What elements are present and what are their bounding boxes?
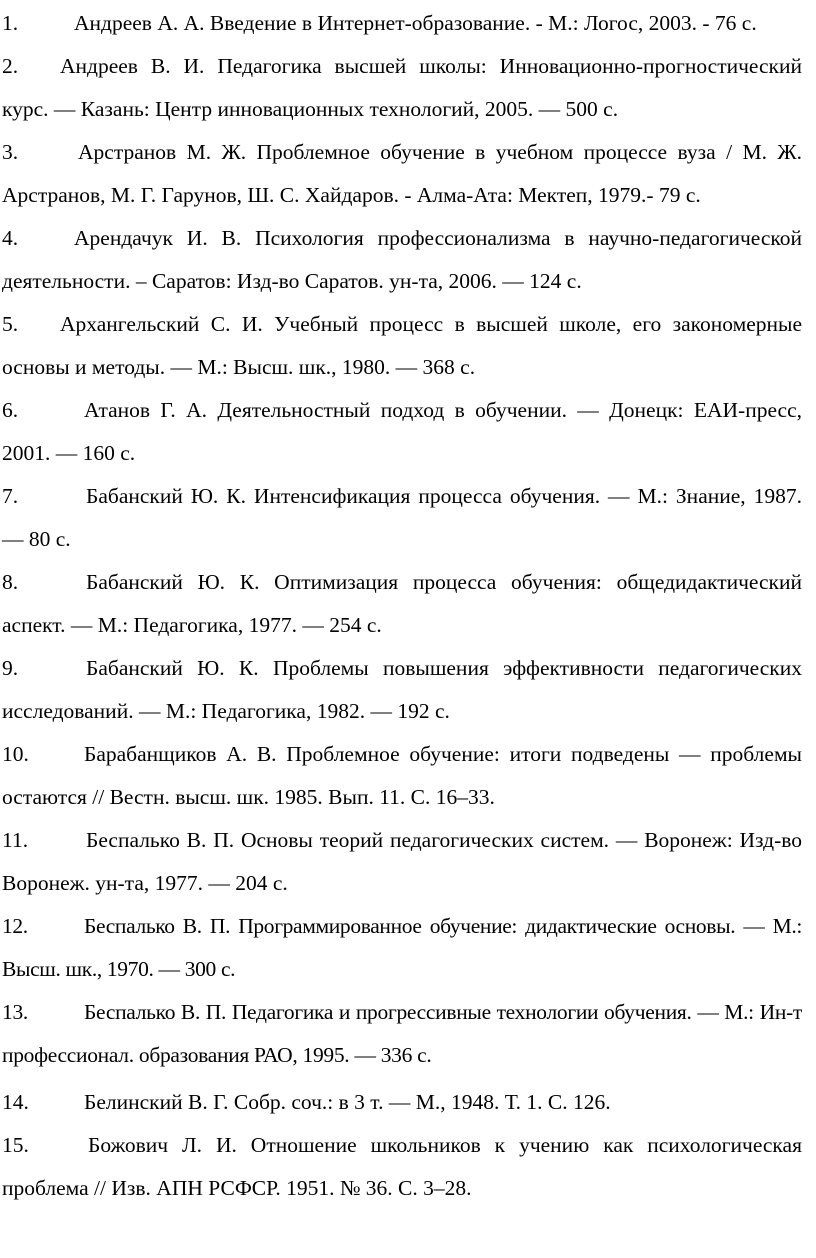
reference-item bbox=[2, 389, 802, 475]
reference-number: 11. bbox=[2, 828, 29, 852]
reference-item bbox=[2, 647, 802, 733]
reference-text: Арендачук И. В. Психология профессионализма в научно-педагогической деятельности. – Саратов: Изд-во Саратов. ун-та, 2006. — 124 с. bbox=[2, 226, 802, 293]
reference-number: 7. bbox=[2, 484, 19, 508]
reference-number: 8. bbox=[2, 570, 19, 594]
reference-text: Арстранов М. Ж. Проблемное обучение в учебном процессе вуза / М. Ж. Арстранов, М. Г. Гарунов, Ш. С. Хайдаров. - Алма-Ата: Мектеп, 1979.- 79 с. bbox=[2, 140, 802, 207]
reference-item bbox=[2, 561, 802, 647]
reference-list bbox=[2, 0, 802, 1210]
reference-item bbox=[2, 819, 802, 905]
reference-number: 2. bbox=[2, 54, 19, 78]
reference-number: 3. bbox=[2, 140, 19, 164]
reference-item bbox=[2, 475, 802, 561]
reference-item bbox=[2, 0, 802, 45]
reference-text: Андреев В. И. Педагогика высшей школы: Инновационно-прогностический курс. — Казань: Центр инновационных технологий, 2005. — 500 с. bbox=[2, 54, 802, 121]
reference-text: Белинский В. Г. Собр. соч.: в 3 т. — М., 1948. Т. 1. С. 126. bbox=[84, 1090, 611, 1114]
reference-text: Беспалько В. П. Педагогика и прогрессивные технологии обучения. — М.: Ин-т профессионал. образования РАО, 1995. — 336 с. bbox=[2, 1000, 802, 1067]
reference-number: 13. bbox=[2, 1000, 28, 1024]
reference-number: 6. bbox=[2, 398, 19, 422]
reference-text: Бабанский Ю. К. Оптимизация процесса обучения: общедидактический аспект. — М.: Педагогика, 1977. — 254 с. bbox=[2, 570, 802, 637]
reference-item bbox=[2, 217, 802, 303]
reference-number: 10. bbox=[2, 742, 29, 766]
reference-number: 12. bbox=[2, 914, 28, 938]
reference-text: Архангельский С. И. Учебный процесс в высшей школе, его закономерные основы и методы. — М.: Высш. шк., 1980. — 368 с. bbox=[2, 312, 802, 379]
reference-item bbox=[2, 45, 802, 131]
reference-text: Беспалько В. П. Программированное обучение: дидактические основы. — М.: Высш. шк., 1970. — 300 с. bbox=[2, 914, 802, 981]
reference-text: Андреев А. А. Введение в Интернет-образование. - М.: Логос, 2003. - 76 с. bbox=[74, 11, 757, 35]
reference-item bbox=[2, 1124, 802, 1210]
reference-item bbox=[2, 991, 802, 1077]
reference-item bbox=[2, 733, 802, 819]
reference-text: Атанов Г. А. Деятельностный подход в обучении. — Донецк: ЕАИ-пресс, 2001. — 160 с. bbox=[2, 398, 802, 465]
reference-number: 15. bbox=[2, 1133, 29, 1157]
reference-number: 4. bbox=[2, 226, 19, 250]
reference-text: Бабанский Ю. К. Интенсификация процесса обучения. — М.: Знание, 1987. — 80 с. bbox=[2, 484, 802, 551]
reference-number: 9. bbox=[2, 656, 19, 680]
reference-text: Беспалько В. П. Основы теорий педагогических систем. — Воронеж: Изд-во Воронеж. ун-та, 1977. — 204 с. bbox=[2, 828, 802, 895]
reference-number: 14. bbox=[2, 1090, 29, 1114]
reference-item bbox=[2, 303, 802, 389]
reference-item bbox=[2, 905, 802, 991]
reference-text: Бабанский Ю. К. Проблемы повышения эффективности педагогических исследований. — М.: Педагогика, 1982. — 192 с. bbox=[2, 656, 802, 723]
reference-number: 5. bbox=[2, 312, 19, 336]
reference-text: Божович Л. И. Отношение школьников к учению как психологическая проблема // Изв. АПН РСФСР. 1951. № 36. С. 3–28. bbox=[2, 1133, 802, 1200]
reference-item bbox=[2, 1077, 802, 1124]
reference-number: 1. bbox=[2, 11, 19, 35]
reference-item bbox=[2, 131, 802, 217]
reference-text: Барабанщиков А. В. Проблемное обучение: итоги подведены — проблемы остаются // Вестн. высш. шк. 1985. Вып. 11. С. 16–33. bbox=[2, 742, 802, 809]
